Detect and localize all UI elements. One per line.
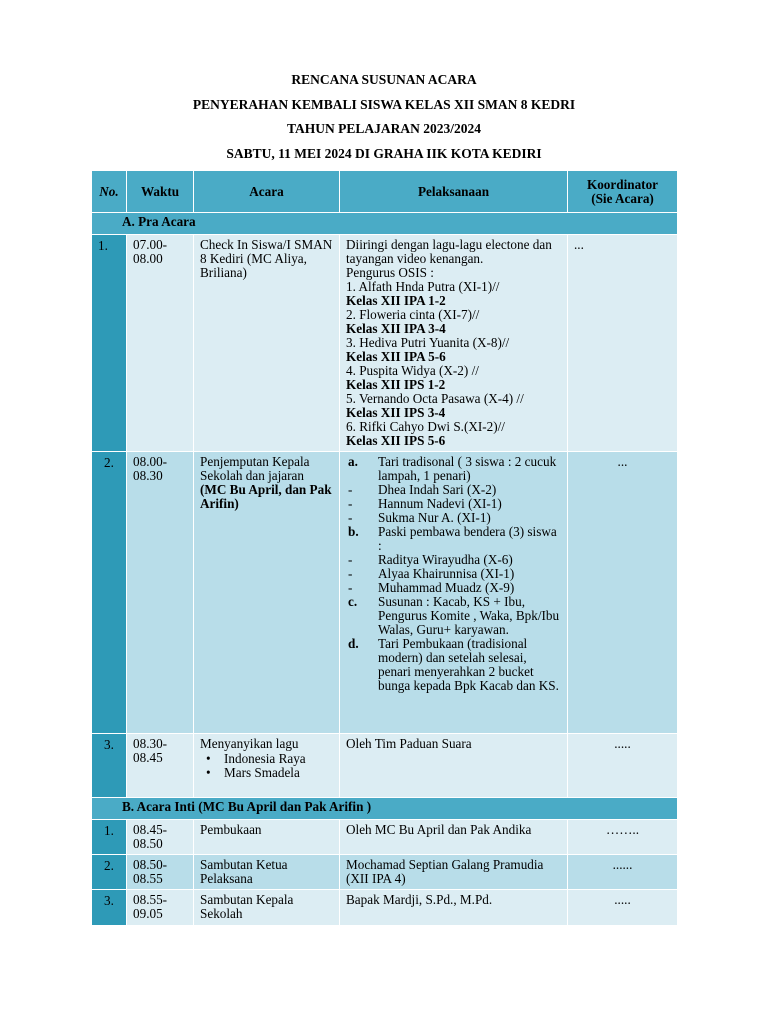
header-koordinator-line1: Koordinator — [586, 176, 659, 192]
pengurus-name: 4. Puspita Widya (X-2) // — [346, 363, 479, 378]
row-acara: Sambutan Ketua Pelaksana — [194, 855, 340, 890]
row-acara: Pembukaan — [194, 820, 340, 855]
sub-item — [348, 567, 561, 581]
song-item: • Mars Smadela — [218, 766, 333, 780]
row-time: 08.45- 08.50 — [127, 820, 194, 855]
header-no: No. — [92, 171, 127, 213]
pengurus-name: 1. Alfath Hnda Putra (XI-1)// — [346, 279, 500, 294]
sub-item — [348, 637, 561, 693]
header-acara: Acara — [194, 171, 340, 213]
row-number: 2. — [92, 452, 127, 734]
sub-marker: - — [348, 482, 353, 497]
table-row — [92, 855, 678, 890]
pengurus-name: 2. Floweria cinta (XI-7)// — [346, 307, 480, 322]
row-koordinator: …….. — [568, 820, 678, 855]
doc-subtitle: PENYERAHAN KEMBALI SISWA KELAS XII SMAN 8 KEDRI — [192, 96, 576, 112]
table-row — [92, 820, 678, 855]
acara-text: Penjemputan Kepala Sekolah dan jajaran — [200, 454, 310, 483]
sub-marker: c. — [348, 594, 358, 609]
row-acara — [194, 452, 340, 734]
sub-text: Sukma Nur A. (XI-1) — [378, 510, 491, 525]
table-row — [92, 734, 678, 798]
sub-text: Tari tradisonal ( 3 siswa : 2 cucuk lampah, 1 penari) — [378, 454, 557, 483]
header-pelaksanaan: Pelaksanaan — [340, 171, 568, 213]
pengurus-kelas: Kelas XII IPS 3-4 — [346, 405, 446, 420]
sub-marker: - — [348, 552, 353, 567]
song-item: • Indonesia Raya — [218, 752, 333, 766]
sub-marker: d. — [348, 636, 359, 651]
row-pelaksanaan: Mochamad Septian Galang Pramudia (XII IPA 4) — [340, 855, 568, 890]
sub-item — [348, 525, 561, 553]
section-row — [92, 213, 678, 235]
pengurus-label: Pengurus OSIS : — [346, 265, 434, 280]
pengurus-kelas: Kelas XII IPA 3-4 — [346, 321, 446, 336]
pengurus-item — [346, 280, 561, 308]
doc-title: RENCANA SUSUNAN ACARA — [291, 72, 477, 87]
sub-item — [348, 483, 561, 497]
row-pelaksanaan: Oleh MC Bu April dan Pak Andika — [340, 820, 568, 855]
row-acara — [194, 734, 340, 798]
row-number: 3. — [92, 734, 127, 798]
pengurus-item — [346, 308, 561, 336]
sub-text: Dhea Indah Sari (X-2) — [378, 482, 497, 497]
header-waktu: Waktu — [127, 171, 194, 213]
acara-text: Menyanyikan lagu — [200, 736, 299, 751]
sub-item — [348, 595, 561, 637]
schedule-table — [91, 170, 678, 926]
row-time: 07.00- 08.00 — [127, 235, 194, 452]
pengurus-item — [346, 336, 561, 364]
document-titles — [0, 70, 768, 168]
row-koordinator: ..... — [568, 890, 678, 926]
pengurus-kelas: Kelas XII IPS 1-2 — [346, 377, 446, 392]
pengurus-name: 6. Rifki Cahyo Dwi S.(XI-2)// — [346, 419, 505, 434]
row-pelaksanaan: Oleh Tim Paduan Suara — [340, 734, 568, 798]
sub-marker: a. — [348, 454, 358, 469]
table-row — [92, 452, 678, 734]
row-acara: Check In Siswa/I SMAN 8 Kediri (MC Aliya, Briliana) — [194, 235, 340, 452]
sub-text: Muhammad Muadz (X-9) — [378, 580, 515, 595]
row-koordinator: ... — [568, 235, 678, 452]
sub-item — [348, 511, 561, 525]
row-koordinator: ... — [568, 452, 678, 734]
doc-school-year: TAHUN PELAJARAN 2023/2024 — [286, 121, 481, 136]
pengurus-name: 3. Hediva Putri Yuanita (X-8)// — [346, 335, 510, 350]
sub-marker: - — [348, 496, 353, 511]
row-number: 2. — [92, 855, 127, 890]
row-number: 1. — [92, 820, 127, 855]
row-pelaksanaan — [340, 452, 568, 734]
sub-item — [348, 455, 561, 483]
section-title-pra-acara: A. Pra Acara — [92, 213, 678, 235]
sub-marker: - — [348, 510, 353, 525]
song-list — [200, 752, 333, 780]
pengurus-kelas: Kelas XII IPA 1-2 — [346, 293, 446, 308]
pengurus-item — [346, 420, 561, 448]
row-koordinator: ...... — [568, 855, 678, 890]
pengurus-kelas: Kelas XII IPA 5-6 — [346, 349, 446, 364]
sub-text: Paski pembawa bendera (3) siswa : — [378, 524, 557, 553]
sub-text: Raditya Wirayudha (X-6) — [378, 552, 513, 567]
pengurus-item — [346, 364, 561, 392]
pengurus-name: 5. Vernando Octa Pasawa (X-4) // — [346, 391, 524, 406]
row-pelaksanaan: Bapak Mardji, S.Pd., M.Pd. — [340, 890, 568, 926]
row-number: 1. — [92, 235, 127, 452]
section-title-acara-inti: B. Acara Inti (MC Bu April dan Pak Arifin ) — [92, 798, 678, 820]
row-time: 08.55- 09.05 — [127, 890, 194, 926]
row-time: 08.50- 08.55 — [127, 855, 194, 890]
table-row — [92, 235, 678, 452]
sub-item — [348, 553, 561, 567]
pengurus-kelas: Kelas XII IPS 5-6 — [346, 433, 446, 448]
row-number: 3. — [92, 890, 127, 926]
sub-marker: - — [348, 566, 353, 581]
sub-marker: b. — [348, 524, 359, 539]
sub-text: Tari Pembukaan (tradisional modern) dan setelah selesai, penari menyerahkan 2 bucket bunga kepada Bpk Kacab dan KS. — [378, 636, 559, 693]
table-row — [92, 890, 678, 926]
sub-text: Alyaa Khairunnisa (XI-1) — [378, 566, 515, 581]
acara-mc: (MC Bu April, dan Pak Arifin) — [200, 482, 332, 511]
table-header-row — [92, 171, 678, 213]
row-acara: Sambutan Kepala Sekolah — [194, 890, 340, 926]
sub-marker: - — [348, 580, 353, 595]
row-time: 08.30- 08.45 — [127, 734, 194, 798]
sub-text: Susunan : Kacab, KS + Ibu, Pengurus Komite , Waka, Bpk/Ibu Walas, Guru+ karyawan. — [378, 594, 560, 637]
pelaksanaan-intro: Diiringi dengan lagu-lagu electone dan tayangan video kenangan. — [346, 237, 552, 266]
sub-item — [348, 581, 561, 595]
header-koordinator — [568, 171, 678, 213]
sub-text: Hannum Nadevi (XI-1) — [378, 496, 502, 511]
section-row — [92, 798, 678, 820]
row-time: 08.00- 08.30 — [127, 452, 194, 734]
header-koordinator-line2: (Sie Acara) — [591, 190, 654, 206]
pengurus-item — [346, 392, 561, 420]
row-koordinator: ..... — [568, 734, 678, 798]
sub-item — [348, 497, 561, 511]
row-pelaksanaan — [340, 235, 568, 452]
doc-date-venue: SABTU, 11 MEI 2024 DI GRAHA IIK KOTA KEDIRI — [226, 145, 542, 161]
